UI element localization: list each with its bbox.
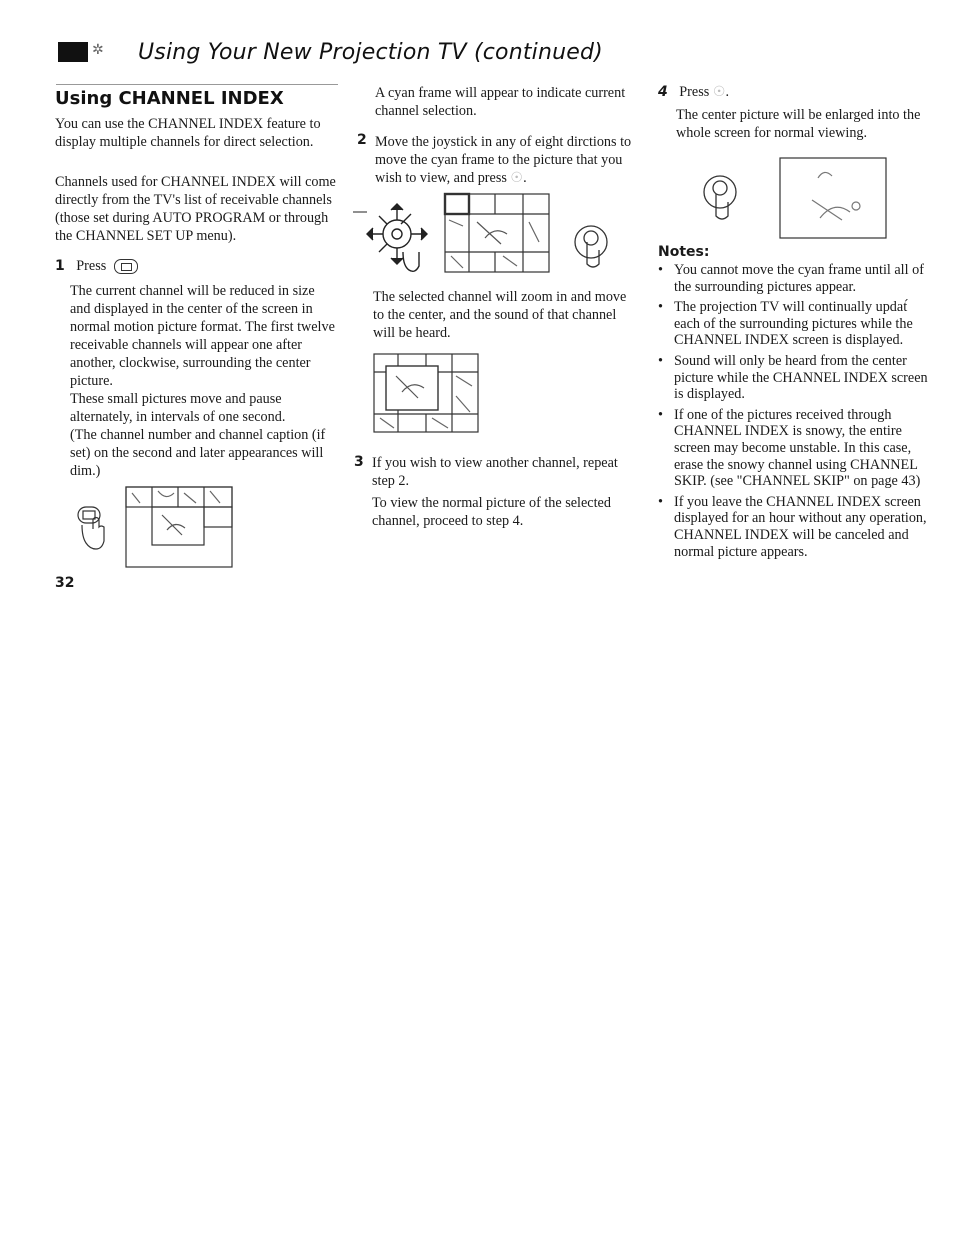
note-item: • If you leave the CHANNEL INDEX screen displayed for an hour without any operation, CHANNEL INDEX will be canceled and normal picture appears. (658, 494, 936, 560)
tv-screen-index-icon (445, 194, 549, 272)
channel-index-button-icon (114, 259, 138, 274)
cyan-frame-text: A cyan frame will appear to indicate current channel selection. (375, 85, 626, 119)
page-title: Using Your New Projection TV (continued) (138, 40, 603, 65)
step-4-number: 4 (658, 84, 668, 100)
step-4-body: The center picture will be enlarged into the whole screen for normal viewing. (676, 107, 921, 141)
joystick-icon (353, 204, 427, 271)
section-rule (56, 84, 338, 85)
step-1-body-2: These small pictures move and pause alternately, in intervals of one second. (70, 391, 286, 425)
intro-paragraph-1: You can use the CHANNEL INDEX feature to display multiple channels for direct selection. (55, 116, 321, 150)
step-1-label: Press (76, 258, 107, 274)
joystick-small-icon: ☉ (510, 170, 524, 186)
section-title: Using CHANNEL INDEX (55, 88, 284, 109)
tv-screen-index-icon (126, 487, 232, 567)
header-mark-icon: ✲ (92, 42, 104, 58)
tv-screen-full-icon (780, 158, 886, 238)
tv-screen-zoom-icon (374, 354, 478, 432)
zoom-text: The selected channel will zoom in and move to the center, and the sound of that channel will be heard. (373, 289, 627, 341)
joystick-press-icon (575, 226, 607, 267)
step-3-body-2: To view the normal picture of the selected channel, proceed to step 4. (372, 495, 611, 529)
note-item: • If one of the pictures received through CHANNEL INDEX is snowy, the entire screen may become unstable. In this case, erase the snowy channel using CHANNEL SKIP. (see "CHANNEL SKIP" on page 43) (658, 407, 936, 490)
step-2-number: 2 (357, 132, 367, 148)
notes-title: Notes: (658, 244, 710, 260)
note-item: • Sound will only be heard from the center picture while the CHANNEL INDEX screen is displayed. (658, 353, 936, 403)
step-2-body: Move the joystick in any of eight dirctions to move the cyan frame to the picture that you wish to view, and press ☉. (375, 134, 632, 186)
joystick-small-icon: ☉ (712, 84, 726, 100)
step-4-label: Press (679, 84, 710, 100)
channel-index-illustration-2 (345, 192, 610, 277)
step-1-body: The current channel will be reduced in size and displayed in the center of the screen in normal motion picture format. The first twelve receivable channels will appear one after another, clockwise, surrounding the center picture. (70, 283, 335, 389)
header-block-icon (58, 42, 88, 62)
notes-list (658, 262, 936, 564)
channel-index-illustration-1 (72, 485, 237, 570)
step-3-number: 3 (354, 454, 364, 470)
step-2-text: Move the joystick in any of eight dirctions to move the cyan frame to the picture that you wish to view, and press (375, 134, 632, 186)
note-item: • The projection TV will continually updat́ each of the surrounding pictures while the CHANNEL INDEX screen is displayed. (658, 299, 936, 349)
note-item: • You cannot move the cyan frame until all of the surrounding pictures appear. (658, 262, 936, 295)
step-1-number: 1 (55, 258, 65, 274)
step-4-line: 4 Press ☉. (658, 84, 730, 100)
remote-hand-icon (78, 507, 104, 549)
step-1-line (55, 257, 175, 275)
channel-index-illustration-3 (372, 352, 482, 434)
joystick-press-icon (704, 176, 736, 219)
page-number: 32 (55, 575, 75, 591)
step-3-body: If you wish to view another channel, repeat step 2. (372, 455, 618, 489)
step-1-body-3: (The channel number and channel caption (if set) on the second and later appearances will dim.) (70, 427, 326, 479)
channel-index-illustration-4 (700, 156, 890, 240)
intro-paragraph-2: Channels used for CHANNEL INDEX will come directly from the TV's list of receivable channels (those set during AUTO PROGRAM or through the CHANNEL SET UP menu). (55, 174, 336, 244)
